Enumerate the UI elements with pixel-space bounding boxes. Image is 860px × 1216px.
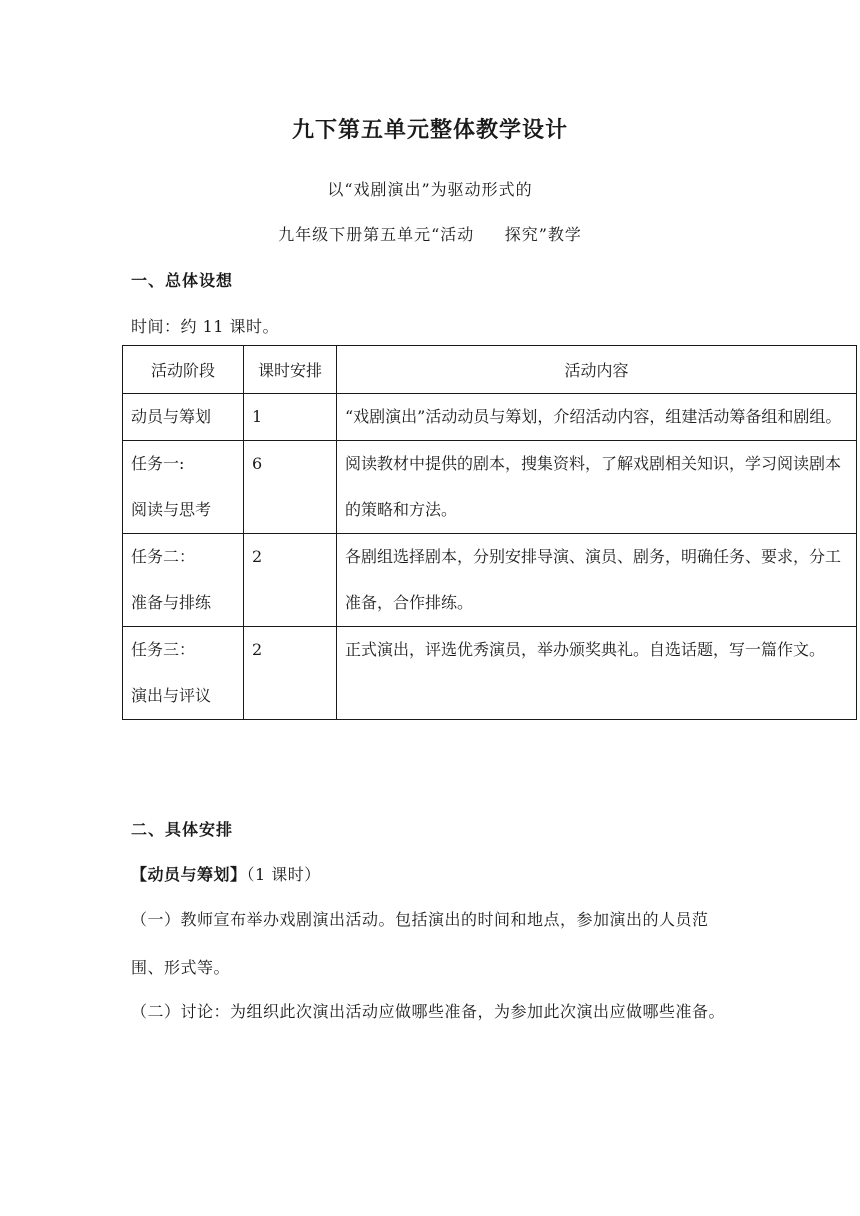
stage-cell	[123, 627, 244, 720]
content-cell: 正式演出，评选优秀演员，举办颁奖典礼。自选话题，写一篇作文。	[337, 627, 857, 720]
table-row	[123, 394, 857, 441]
header-hours: 课时安排	[244, 346, 337, 394]
stage-cell	[123, 441, 244, 534]
header-stage: 活动阶段	[123, 346, 244, 394]
section-heading-overview: 一、总体设想	[131, 271, 234, 290]
content-cell: 各剧组选择剧本，分别安排导演、演员、剧务，明确任务、要求，分工准备，合作排练。	[337, 534, 857, 627]
stage-sublabel: 准备与排练	[131, 593, 212, 612]
subtitle-line-1: 以“戏剧演出”为驱动形式的	[327, 180, 533, 199]
stage-sublabel: 阅读与思考	[131, 500, 212, 519]
paragraph-1: （一）教师宣布举办戏剧演出活动。包括演出的时间和地点，参加演出的人员范围、形式等。	[131, 910, 709, 977]
stage-label: 动员与筹划	[131, 407, 212, 426]
table-row	[123, 534, 857, 627]
content-cell: “戏剧演出”活动动员与筹划，介绍活动内容，组建活动筹备组和剧组。	[337, 394, 857, 441]
hours-cell: 1	[244, 394, 337, 441]
hours-cell: 6	[244, 441, 337, 534]
part-title: 【动员与筹划】	[131, 865, 247, 884]
stage-label: 任务二：	[131, 547, 196, 566]
content-cell: 阅读教材中提供的剧本，搜集资料，了解戏剧相关知识，学习阅读剧本的策略和方法。	[337, 441, 857, 534]
part-hours: （1 课时）	[246, 865, 321, 884]
part-heading	[131, 862, 321, 885]
paragraph-2: （二）讨论：为组织此次演出活动应做哪些准备，为参加此次演出应做哪些准备。	[131, 1002, 726, 1021]
table-header-row	[123, 346, 857, 394]
header-content: 活动内容	[337, 346, 857, 394]
hours-cell: 2	[244, 534, 337, 627]
document-title: 九下第五单元整体教学设计	[291, 118, 568, 143]
time-note: 时间：约 11 课时。	[131, 317, 280, 336]
stage-cell	[123, 394, 244, 441]
stage-cell	[123, 534, 244, 627]
subtitle-line-2: 九年级下册第五单元“活动 探究”教学	[278, 225, 582, 244]
stage-label: 任务一:	[131, 454, 185, 473]
hours-cell: 2	[244, 627, 337, 720]
stage-sublabel: 演出与评议	[131, 686, 212, 705]
table-row	[123, 441, 857, 534]
table-row	[123, 627, 857, 720]
schedule-table	[122, 345, 857, 720]
section-heading-details: 二、具体安排	[131, 820, 234, 839]
stage-label: 任务三：	[131, 640, 196, 659]
